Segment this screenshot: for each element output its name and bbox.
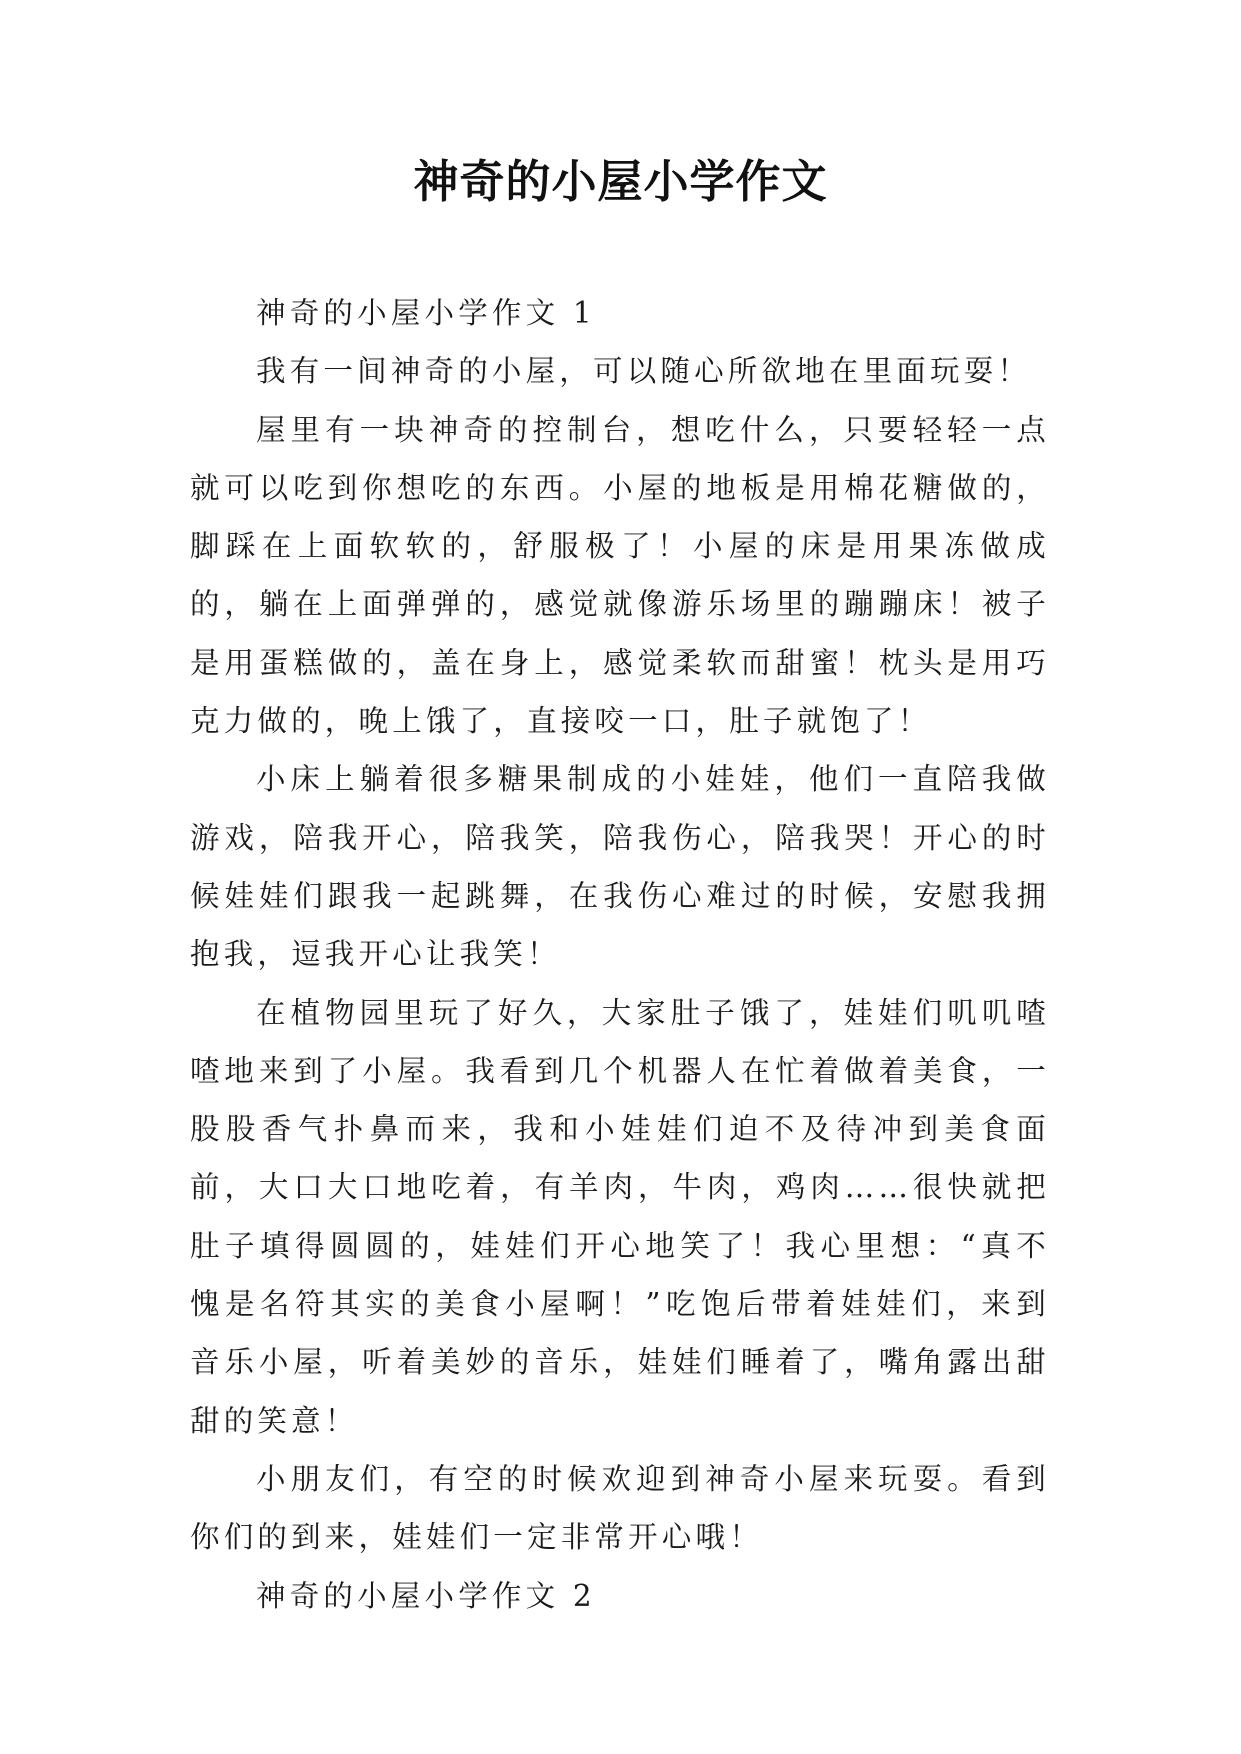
paragraph: 小床上躺着很多糖果制成的小娃娃，他们一直陪我做游戏，陪我开心，陪我笑，陪我伤心，陪我哭！开心的时候娃娃们跟我一起跳舞，在我伤心难过的时候，安慰我拥抱我，逗我开心让我笑！: [190, 762, 1050, 972]
paragraph: 屋里有一块神奇的控制台，想吃什么，只要轻轻一点就可以吃到你想吃的东西。小屋的地板是用棉花糖做的，脚踩在上面软软的，舒服极了！小屋的床是用果冻做成的，躺在上面弹弹的，感觉就像游乐场里的蹦蹦床！被子是用蛋糕做的，盖在身上，感觉柔软而甜蜜！枕头是用巧克力做的，晚上饿了，直接咬一口，肚子就饱了！: [190, 412, 1050, 739]
section-heading: 神奇的小屋小学作文 1: [256, 296, 596, 330]
document-body: [190, 284, 1050, 1625]
section-heading: 神奇的小屋小学作文 2: [256, 1578, 596, 1613]
paragraph: 小朋友们，有空的时候欢迎到神奇小屋来玩耍。看到你们的到来，娃娃们一定非常开心哦！: [190, 1461, 1050, 1555]
document-title: 神奇的小屋小学作文: [413, 155, 828, 208]
paragraph: 我有一间神奇的小屋，可以随心所欲地在里面玩耍！: [256, 354, 1032, 389]
paragraph: 在植物园里玩了好久，大家肚子饿了，娃娃们叽叽喳喳地来到了小屋。我看到几个机器人在忙着做着美食，一股股香气扑鼻而来，我和小娃娃们迫不及待冲到美食面前，大口大口地吃着，有羊肉，牛肉，鸡肉……很快就把肚子填得圆圆的，娃娃们开心地笑了！我心里想：“真不愧是名符其实的美食小屋啊！”吃饱后带着娃娃们，来到音乐小屋，听着美妙的音乐，娃娃们睡着了，嘴角露出甜甜的笑意！: [190, 995, 1050, 1438]
